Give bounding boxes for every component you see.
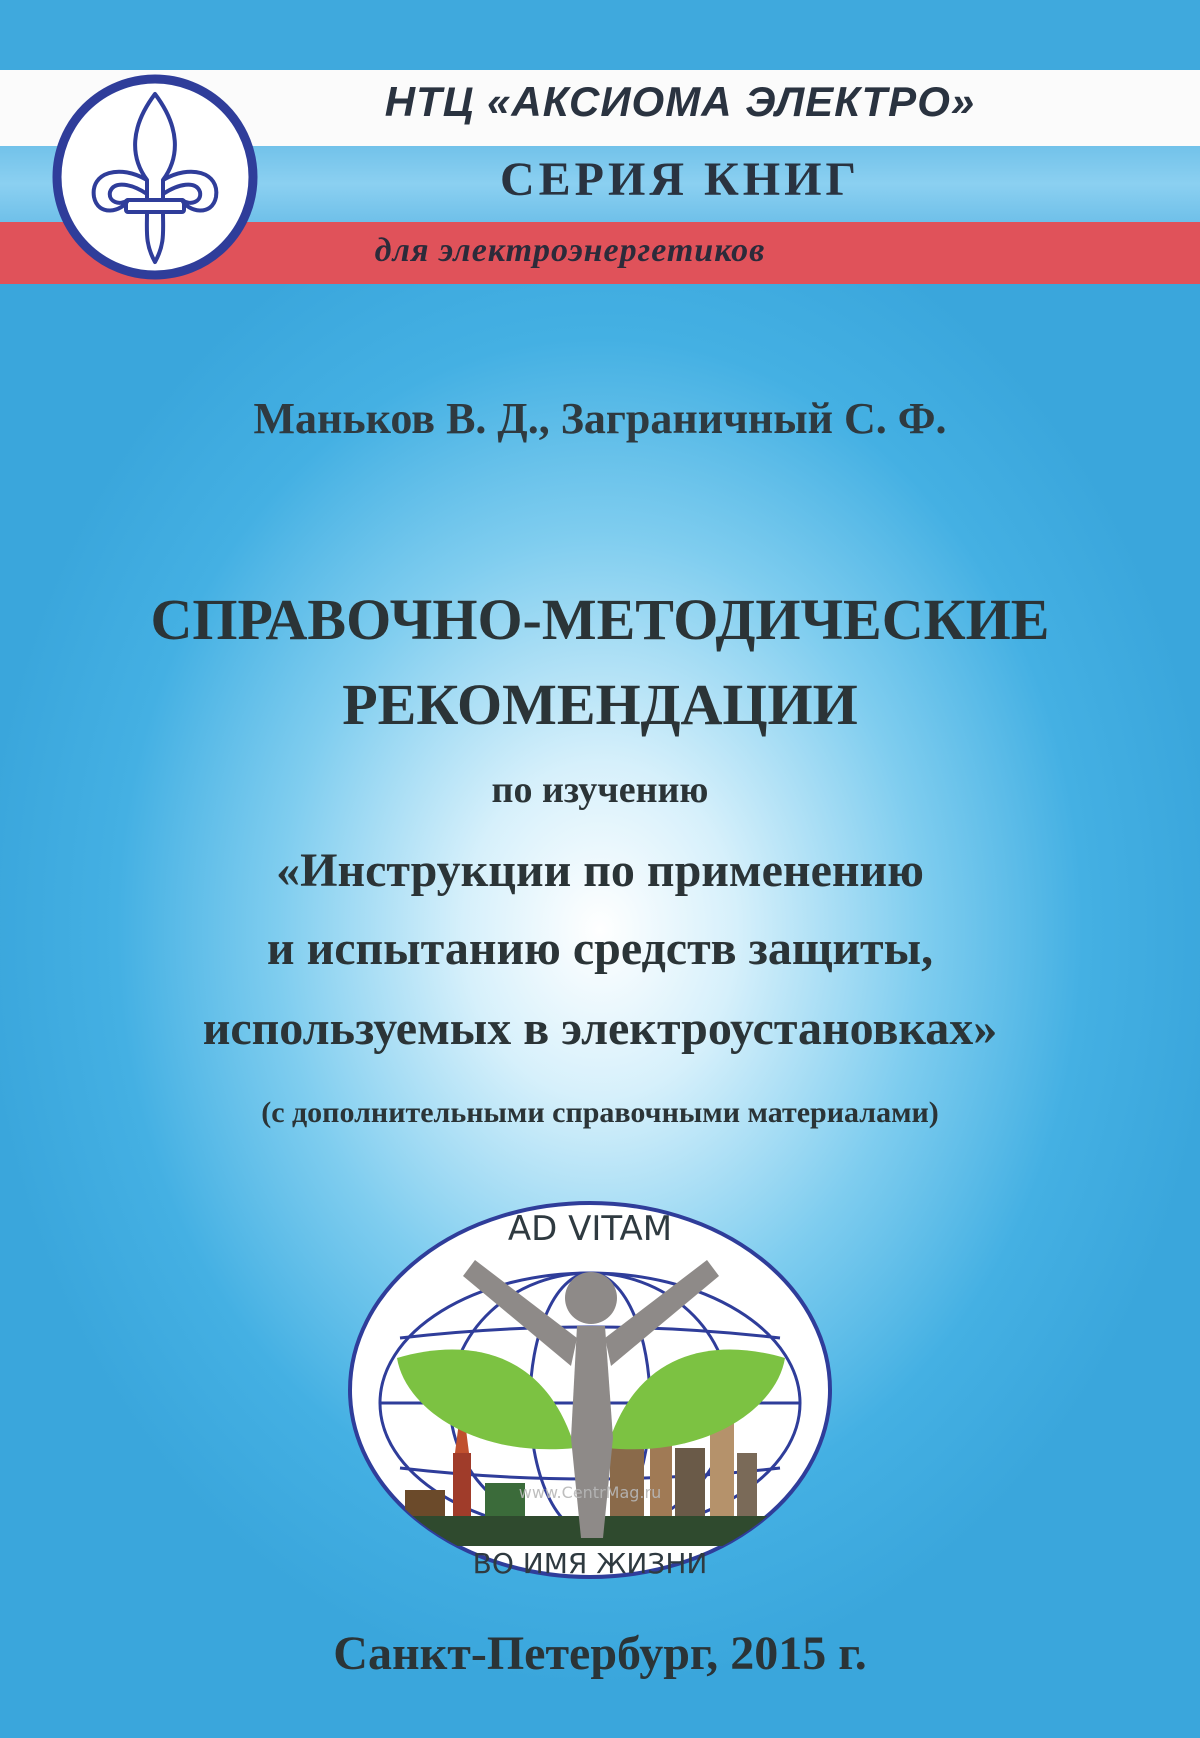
main-title-line-1: СПРАВОЧНО-МЕТОДИЧЕСКИЕ xyxy=(150,587,1050,652)
subtitle-note: (с дополнительными справочными материалами) xyxy=(261,1096,939,1129)
ad-vitam-logo xyxy=(345,1198,835,1583)
logo-top-text: AD VITAM xyxy=(507,1209,673,1249)
for-study-text: по изучению xyxy=(491,769,709,811)
instruction-title-line-2: и испытанию средств защиты, xyxy=(266,922,934,975)
series-org: НТЦ «АКСИОМА ЭЛЕКТРО» xyxy=(384,78,976,125)
instruction-title-line-1: «Инструкции по применению xyxy=(276,844,924,897)
imprint: Санкт-Петербург, 2015 г. xyxy=(333,1627,867,1680)
authors: Маньков В. Д., Заграничный С. Ф. xyxy=(253,394,947,443)
instruction-title-line-3: используемых в электроустановках» xyxy=(202,1002,998,1055)
logo-bottom-text: ВО ИМЯ ЖИЗНИ xyxy=(472,1547,708,1580)
top-blue-band xyxy=(0,0,1200,70)
series-title: СЕРИЯ КНИГ xyxy=(499,153,860,206)
main-title-line-2: РЕКОМЕНДАЦИИ xyxy=(342,672,858,737)
watermark-text: www.CentrMag.ru xyxy=(518,1483,662,1502)
series-subtitle: для электроэнергетиков xyxy=(374,232,766,269)
